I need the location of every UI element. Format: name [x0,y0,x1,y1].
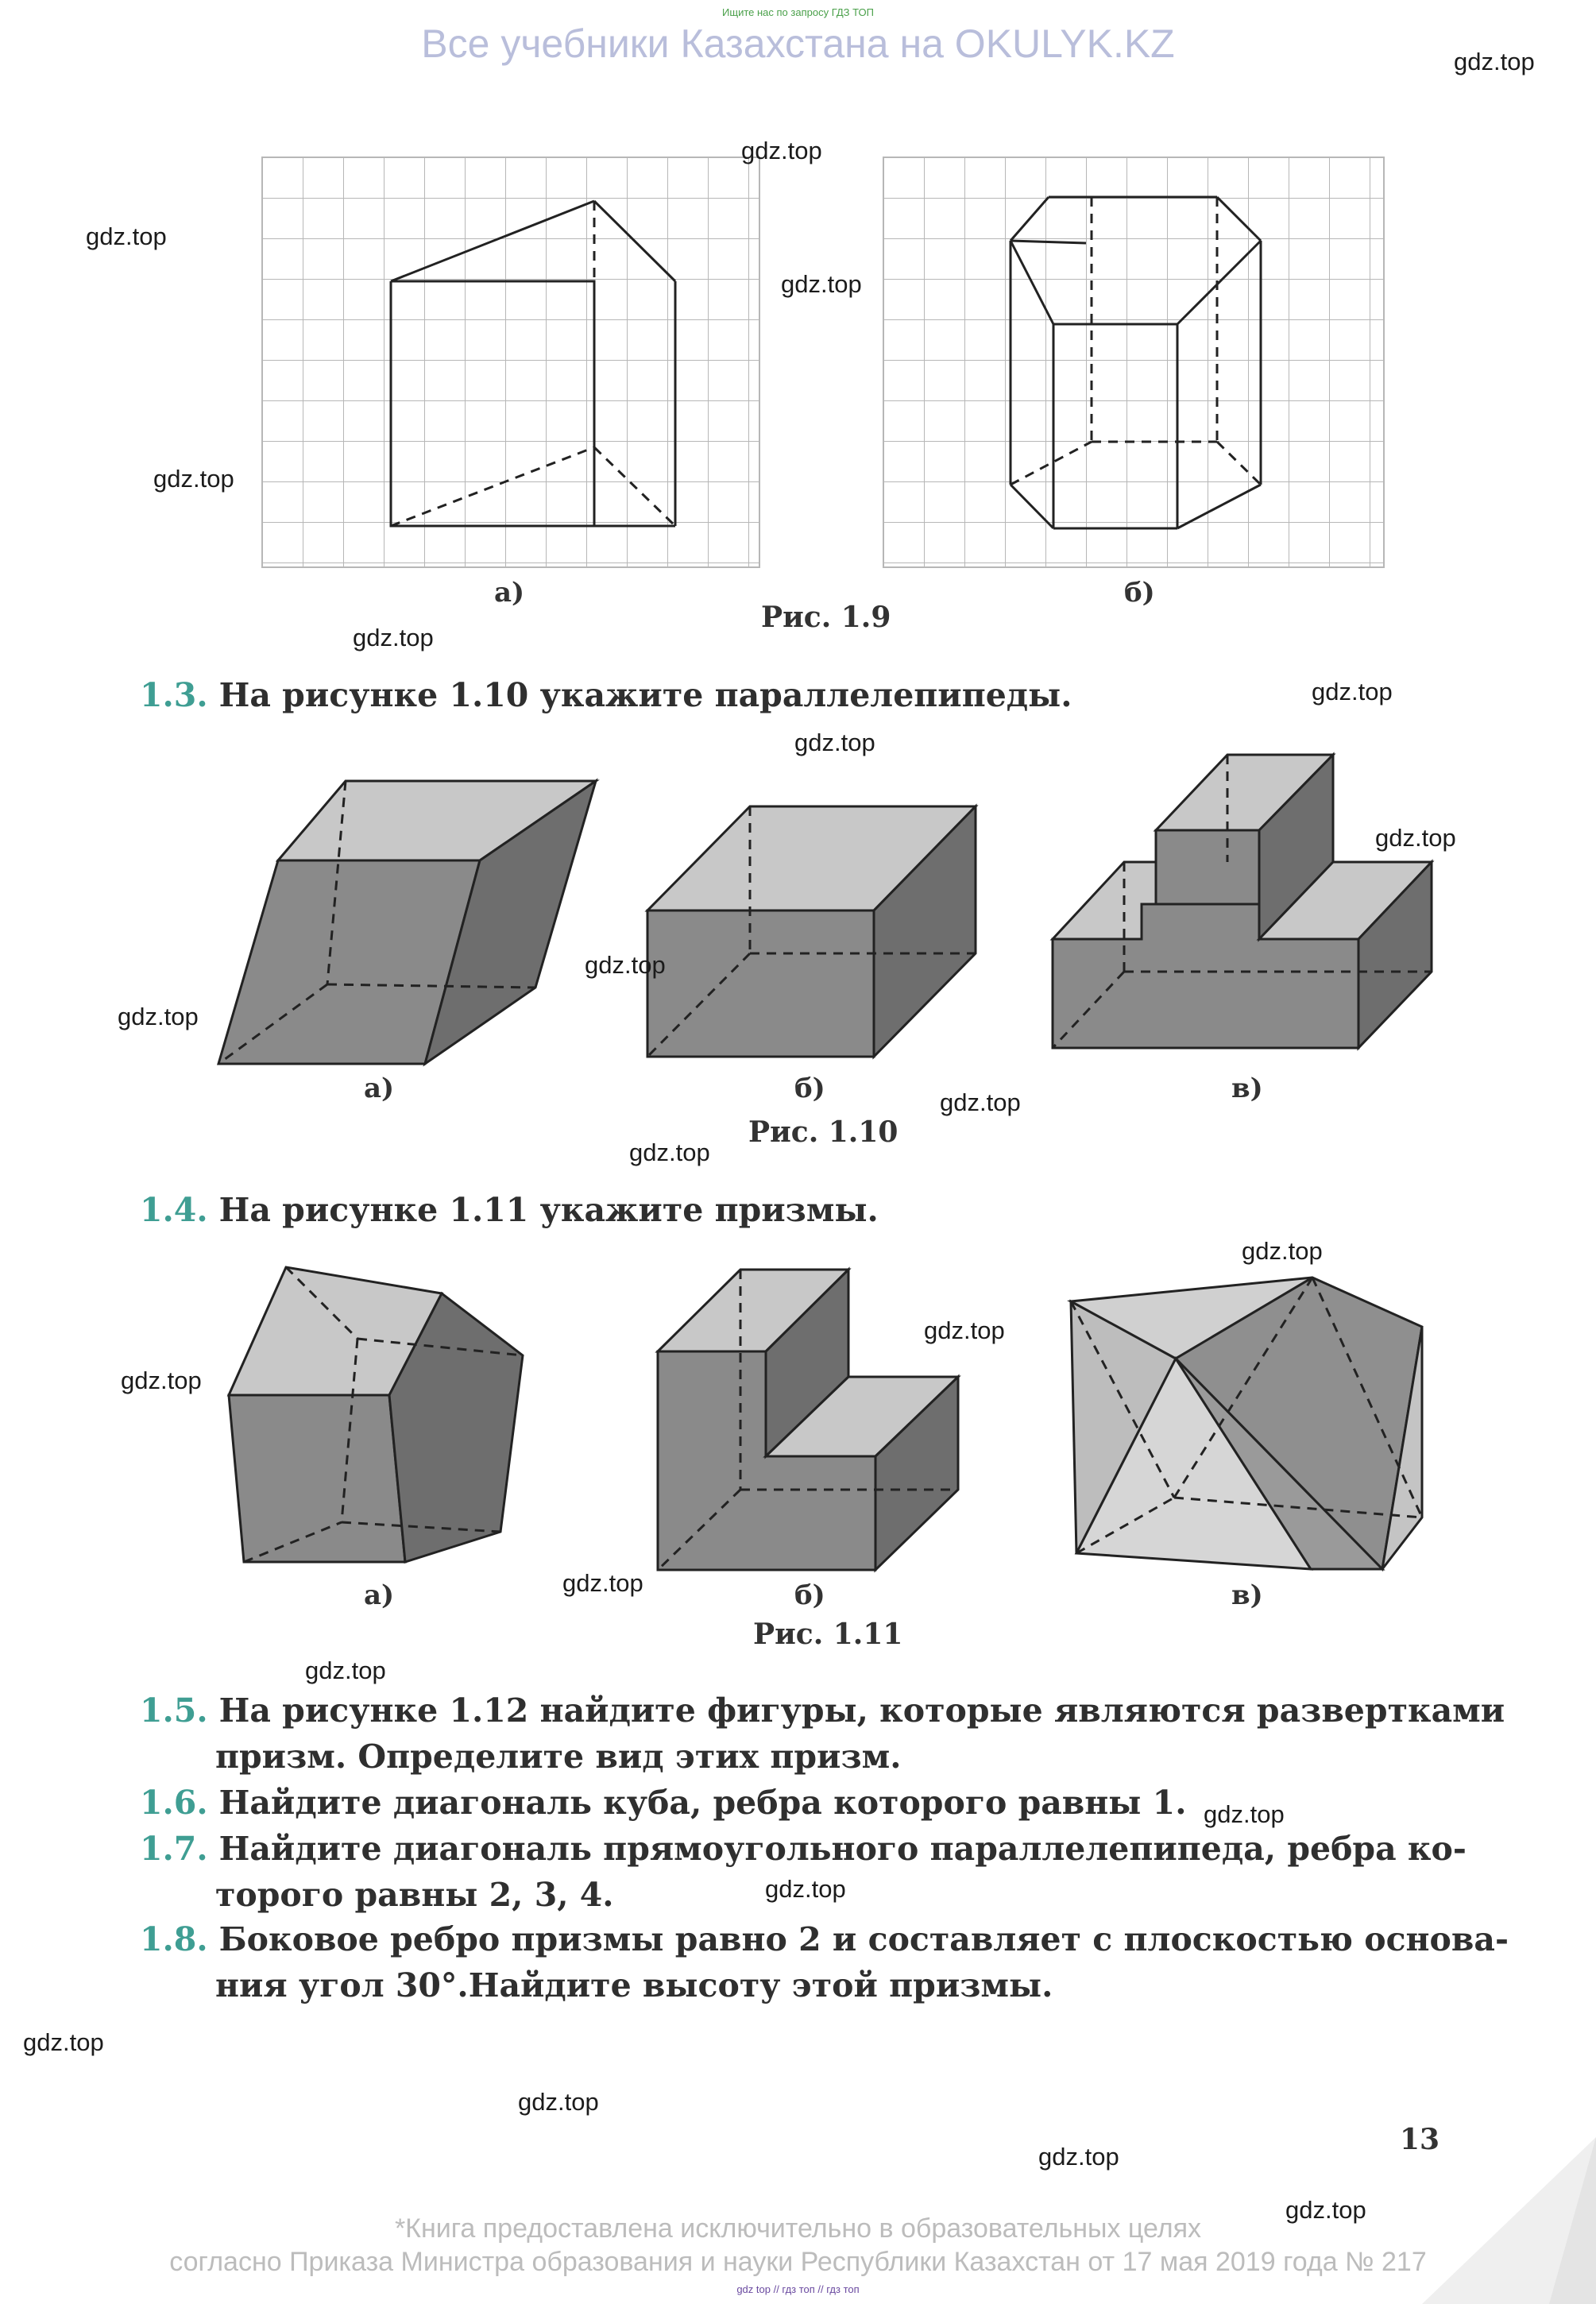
problem-1-6 [140,1780,1186,1826]
fig-1-11-label-c: в) [1231,1579,1263,1611]
watermark[interactable]: gdz.top [86,222,167,250]
problem-number: 1.7. [140,1830,208,1868]
figure-1-10-b [643,802,985,1065]
fig-1-10-label-c: в) [1231,1073,1263,1104]
problem-text: На рисунке 1.10 укажите параллелепипеды. [218,676,1072,714]
fig-1-11-label-a: а) [364,1579,395,1611]
watermark[interactable]: gdz.top [153,465,234,493]
watermark[interactable]: gdz.top [1242,1237,1323,1265]
watermark[interactable]: gdz.top [794,729,875,756]
problem-number: 1.8. [140,1920,208,1958]
watermark[interactable]: gdz.top [781,270,862,298]
problem-text: Найдите диагональ прямоугольного параллелепипеда, ребра ко- [218,1830,1467,1868]
figure-1-11-b [653,1266,971,1575]
problem-text: Найдите диагональ куба, ребра которого равны 1. [218,1784,1187,1822]
watermark[interactable]: gdz.top [1375,824,1456,852]
watermark[interactable]: gdz.top [118,1003,199,1030]
watermark[interactable]: gdz.top [1285,2196,1366,2224]
watermark[interactable]: gdz.top [924,1316,1005,1344]
watermark[interactable]: gdz.top [741,137,822,164]
page-number: 13 [1400,2123,1440,2156]
watermark[interactable]: gdz.top [353,624,434,651]
problem-1-3 [140,672,1072,718]
problem-number: 1.4. [140,1191,208,1229]
fig-1-10-caption: Рис. 1.10 [748,1115,898,1149]
problem-1-8 [140,1916,1509,1962]
watermark[interactable]: gdz.top [121,1367,202,1394]
figure-1-10-c [1049,751,1438,1057]
figure-1-11-a [222,1262,532,1571]
problem-1-5 [140,1687,1505,1734]
problem-1-4 [140,1187,879,1233]
problem-1-5-cont: призм. Определите вид этих призм. [215,1738,902,1776]
watermark[interactable]: gdz.top [1204,1800,1285,1828]
watermark[interactable]: gdz.top [765,1875,846,1903]
figure-1-9-a [262,157,763,570]
fig-1-9-label-b: б) [1124,577,1155,609]
watermark[interactable]: gdz.top [1454,48,1535,75]
problem-number: 1.3. [140,676,208,714]
fig-1-9-caption: Рис. 1.9 [761,601,891,634]
footer-line-1: *Книга предоставлена исключительно в образовательных целях [394,2213,1202,2244]
figure-1-9-b [883,157,1384,570]
top-banner[interactable]: Ищите нас по запросу ГДЗ ТОП [722,6,874,18]
problem-text: На рисунке 1.12 найдите фигуры, которые являются развертками [218,1691,1505,1730]
figure-1-10-a [214,775,604,1077]
watermark[interactable]: gdz.top [305,1656,386,1684]
problem-1-7-cont: торого равны 2, 3, 4. [215,1876,614,1914]
watermark[interactable]: gdz.top [518,2088,599,2116]
problem-text: Боковое ребро призмы равно 2 и составляет с плоскостью основа- [218,1920,1509,1958]
watermark[interactable]: gdz.top [23,2028,104,2056]
watermark[interactable]: gdz.top [585,951,666,979]
watermark[interactable]: gdz.top [562,1569,643,1597]
fig-1-10-label-b: б) [794,1073,825,1104]
problem-1-7 [140,1826,1467,1872]
watermark[interactable]: gdz.top [940,1088,1021,1116]
watermark[interactable]: gdz.top [1038,2143,1119,2171]
figure-1-11-c [1065,1271,1438,1573]
fig-1-10-label-a: а) [364,1073,395,1104]
watermark[interactable]: gdz.top [1312,678,1393,706]
footer-links[interactable]: gdz top // гдз топ // гдз топ [736,2283,860,2295]
footer-line-2: согласно Приказа Министра образования и науки Республики Казахстан от 17 мая 2019 года № 217 [169,2247,1427,2277]
problem-1-8-cont: ния угол 30°.Найдите высоту этой призмы. [215,1966,1053,2004]
fig-1-11-caption: Рис. 1.11 [753,1618,903,1651]
problem-number: 1.5. [140,1691,208,1730]
problem-number: 1.6. [140,1784,208,1822]
fig-1-9-label-a: а) [494,577,525,609]
watermark[interactable]: gdz.top [629,1138,710,1166]
fig-1-11-label-b: б) [794,1579,825,1611]
problem-text: На рисунке 1.11 укажите призмы. [218,1191,879,1229]
site-title[interactable]: Все учебники Казахстана на OKULYK.KZ [421,21,1175,66]
